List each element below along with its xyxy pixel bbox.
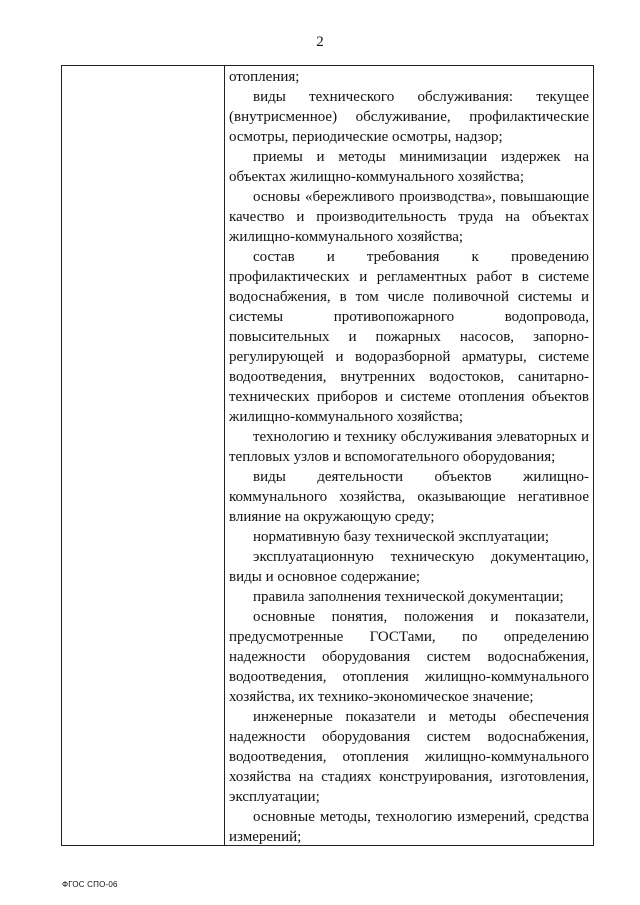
list-item: технологию и технику обслуживания элеваторных и тепловых узлов и вспомогательного оборудования;	[229, 429, 589, 465]
list-item: основные методы, технологию измерений, средства измерений;	[229, 809, 589, 845]
list-item: основные понятия, положения и показатели, предусмотренные ГОСТами, по определению надежности оборудования систем водоснабжения, водоотведения, отопления жилищно-коммунального хозяйства, их технико-экономическое значение;	[229, 609, 589, 705]
table-left-cell	[62, 66, 225, 845]
list-item: правила заполнения технической документации;	[253, 589, 564, 605]
list-item: нормативную базу технической эксплуатации;	[253, 529, 550, 545]
table-right-cell	[225, 66, 593, 845]
list-item: состав и требования к проведению профилактических и регламентных работ в системе водоснабжения, в том числе поливочной системы и системы противопожарного водопровода, повысительных и пожарных насосов, запорно-регулирующей и водоразборной арматуры, системе водоотведения, внутренних водостоков, санитарно-технических приборов и системе отопления объектов жилищно-коммунального хозяйства;	[229, 249, 589, 425]
list-item: основы «бережливого производства», повышающие качество и производительность труда на объектах жилищно-коммунального хозяйства;	[229, 189, 589, 245]
list-item: приемы и методы минимизации издержек на объектах жилищно-коммунального хозяйства;	[229, 149, 589, 185]
list-item: виды технического обслуживания: текущее (внутрисменное) обслуживание, профилактические осмотры, периодические осмотры, надзор;	[229, 89, 589, 145]
list-item: эксплуатационную техническую документацию, виды и основное содержание;	[229, 549, 589, 585]
content-table	[61, 65, 594, 846]
page-number: 2	[316, 34, 324, 50]
list-item: инженерные показатели и методы обеспечения надежности оборудования систем водоснабжения, водоотведения, отопления жилищно-коммунального хозяйства на стадиях конструирования, изготовления, эксплуатации;	[229, 709, 589, 805]
footer-document-code: ФГОС СПО-06	[62, 880, 118, 889]
list-item: виды деятельности объектов жилищно-коммунального хозяйства, оказывающие негативное влияние на окружающую среду;	[229, 469, 589, 525]
list-item: отопления;	[229, 69, 300, 85]
